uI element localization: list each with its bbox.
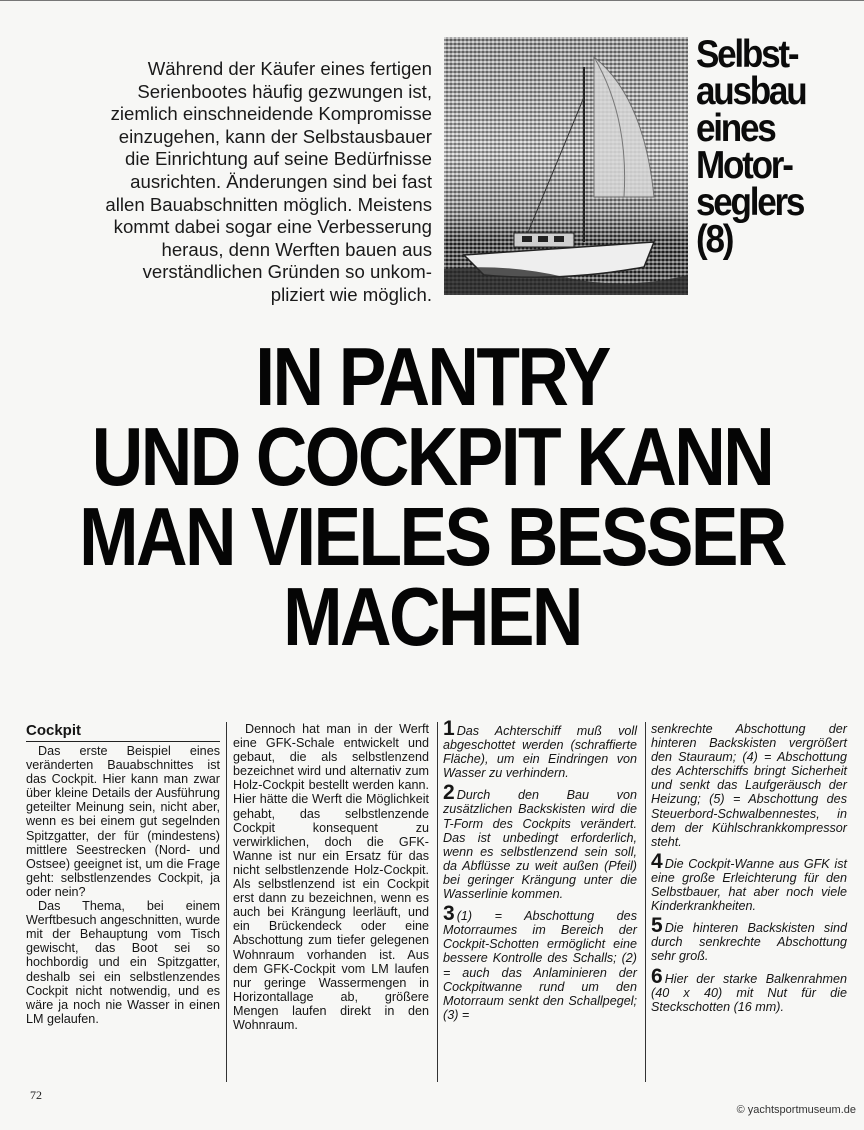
- series-title-line: ausbau: [696, 70, 806, 113]
- intro-line: verständlichen Gründen so unkom-: [142, 261, 432, 283]
- section-heading: Cockpit: [26, 722, 220, 742]
- caption-text: Die Cockpit-Wanne aus GFK ist eine große Erleichterung für den Selbstbauer, hat aber noch viele Kinderkrankheiten.: [651, 856, 847, 914]
- intro-line: Serienbootes häufig gezwungen ist,: [137, 80, 432, 102]
- caption-column-2: [651, 722, 847, 1020]
- headline-line: UND COCKPIT KANN: [91, 410, 773, 503]
- intro-line: einzugehen, kann der Selbstausbauer: [118, 125, 432, 147]
- column-divider: [645, 722, 646, 1082]
- caption-number: 1: [443, 717, 455, 740]
- caption-3: [443, 902, 637, 1022]
- caption-5: [651, 914, 847, 964]
- intro-line: allen Bauabschnitten möglich. Meistens: [105, 193, 432, 215]
- series-title-line: eines: [696, 107, 775, 150]
- caption-text: senkrechte Abschottung der hinteren Backskisten vergrößert den Stauraum; (4) = Abschottung des Achterschiffs bringt Sicherheit und senkt das Laufgeräusch der Heizung; (5) = Abschottung des Steuerbord-Schwalbennestes, in dem der Kühlschrankkompressor steht.: [651, 722, 847, 849]
- caption-4: [651, 849, 847, 914]
- series-title-line: Selbst-: [696, 33, 798, 76]
- caption-text: (1) = Abschottung des Motorraumes im Bereich der Cockpit-Schotten ermöglicht eine bessere Kontrolle des Schalls; (2) = auch das Anlaminieren der Cockpitwanne rund um den Motorraum senkt den Schallpegel; (3) =: [443, 909, 637, 1022]
- motorsailer-illustration: [444, 37, 688, 295]
- caption-3-continued: [651, 722, 847, 849]
- intro-line: ausrichten. Änderungen sind bei fast: [130, 170, 432, 192]
- headline-line: MACHEN: [283, 570, 581, 663]
- series-title-line: Motor-: [696, 144, 792, 187]
- top-rule: [0, 0, 864, 1]
- headline-line: IN PANTRY: [255, 330, 609, 423]
- caption-6: [651, 964, 847, 1014]
- column-divider: [226, 722, 227, 1082]
- series-title-line: seglers: [696, 181, 804, 224]
- body-paragraph: Das erste Beispiel eines veränderten Bauabschnittes ist das Cockpit. Hier kann man zwar über kleine Details der Ausführung geteilter Meinung sein, nicht aber, wenn es bei einem gut segelnden Spitzgatter, der für (mindestens) mittlere Seestrecken (Nord- und Ostsee) geeignet ist, um die Frage geht: selbstlenzendes Cockpit, ja oder nein?: [26, 744, 220, 899]
- caption-text: Hier der starke Balkenrahmen (40 x 40) mit Nut für die Steckschotten (16 mm).: [651, 971, 847, 1014]
- caption-text: Die hinteren Backskisten sind durch senkrechte Abschottung sehr groß.: [651, 921, 847, 964]
- series-title-line: (8): [696, 218, 733, 261]
- intro-line: ziemlich einschneidende Kompromisse: [110, 103, 432, 125]
- caption-text: Das Achterschiff muß voll abgeschottet werden (schraffierte Fläche), um ein Eindringen von Wasser zu verhindern.: [443, 724, 637, 781]
- body-column-2: [233, 722, 429, 1032]
- caption-number: 4: [651, 849, 663, 873]
- body-paragraph: Das Thema, bei einem Werftbesuch angeschnitten, wurde mit der Behauptung vom Tisch gewischt, das Boot sei so hochbordig und ein Spitzgatter, deshalb sei ein selbstlenzendes Cockpit nicht notwendig, und es wäre ja noch nie Wasser in einen LM gelaufen.: [26, 899, 220, 1026]
- column-divider: [437, 722, 438, 1082]
- headline-line: MAN VIELES BESSER: [79, 490, 785, 583]
- motorsailer-photo: [444, 37, 688, 295]
- intro-paragraph: [60, 58, 432, 307]
- caption-number: 6: [651, 964, 663, 988]
- caption-column-1: [443, 717, 637, 1028]
- intro-line: pliziert wie möglich.: [270, 283, 432, 305]
- caption-text: Durch den Bau von zusätzlichen Backskisten wird die T-Form des Cockpits verändert. Das ist unbedingt erforderlich, wenn es selbstlenzend sein soll, da Abflüsse zu weit außen (Pfeil) bei geringer Krängung unter die Wasserlinie kommen.: [443, 788, 637, 902]
- article-headline: [78, 330, 787, 663]
- intro-line: kommt dabei sogar eine Verbesserung: [113, 216, 432, 238]
- body-paragraph: Dennoch hat man in der Werft eine GFK-Schale entwickelt und gebaut, die als selbstlenzend bezeichnet wird und alternativ zum Holz-Cockpit bestellt werden kann. Hier hätte die Werft die Möglichkeit gehabt, das selbstlenzende Cockpit konsequent zu verwirklichen, doch die GFK-Wanne ist nur ein Ersatz für das nicht selbstlenzende Holz-Cockpit. Als selbstlenzend ist ein Cockpit erst dann zu bezeichnen, wenn es auch bei Krängung leerläuft, und ein Brückendeck oder eine Abschottung zum tiefer gelegenen Wohnraum vorhanden ist. Aus dem GFK-Cockpit vom LM laufen nur geringe Wassermengen in Horizontallage ab, größere Mengen laufen direkt in den Wohnraum.: [233, 722, 429, 1032]
- page-number: 72: [30, 1088, 42, 1102]
- caption-2: [443, 781, 637, 902]
- intro-line: heraus, denn Werften bauen aus: [161, 238, 432, 260]
- caption-number: 3: [443, 902, 455, 926]
- intro-line: Während der Käufer eines fertigen: [147, 58, 432, 79]
- body-column-1: [26, 722, 220, 1026]
- series-title: [696, 33, 840, 261]
- caption-number: 2: [443, 781, 455, 805]
- intro-line: die Einrichtung auf seine Bedürfnisse: [125, 148, 432, 170]
- source-credit: © yachtsportmuseum.de: [736, 1104, 856, 1116]
- caption-1: [443, 717, 637, 781]
- caption-number: 5: [651, 914, 663, 938]
